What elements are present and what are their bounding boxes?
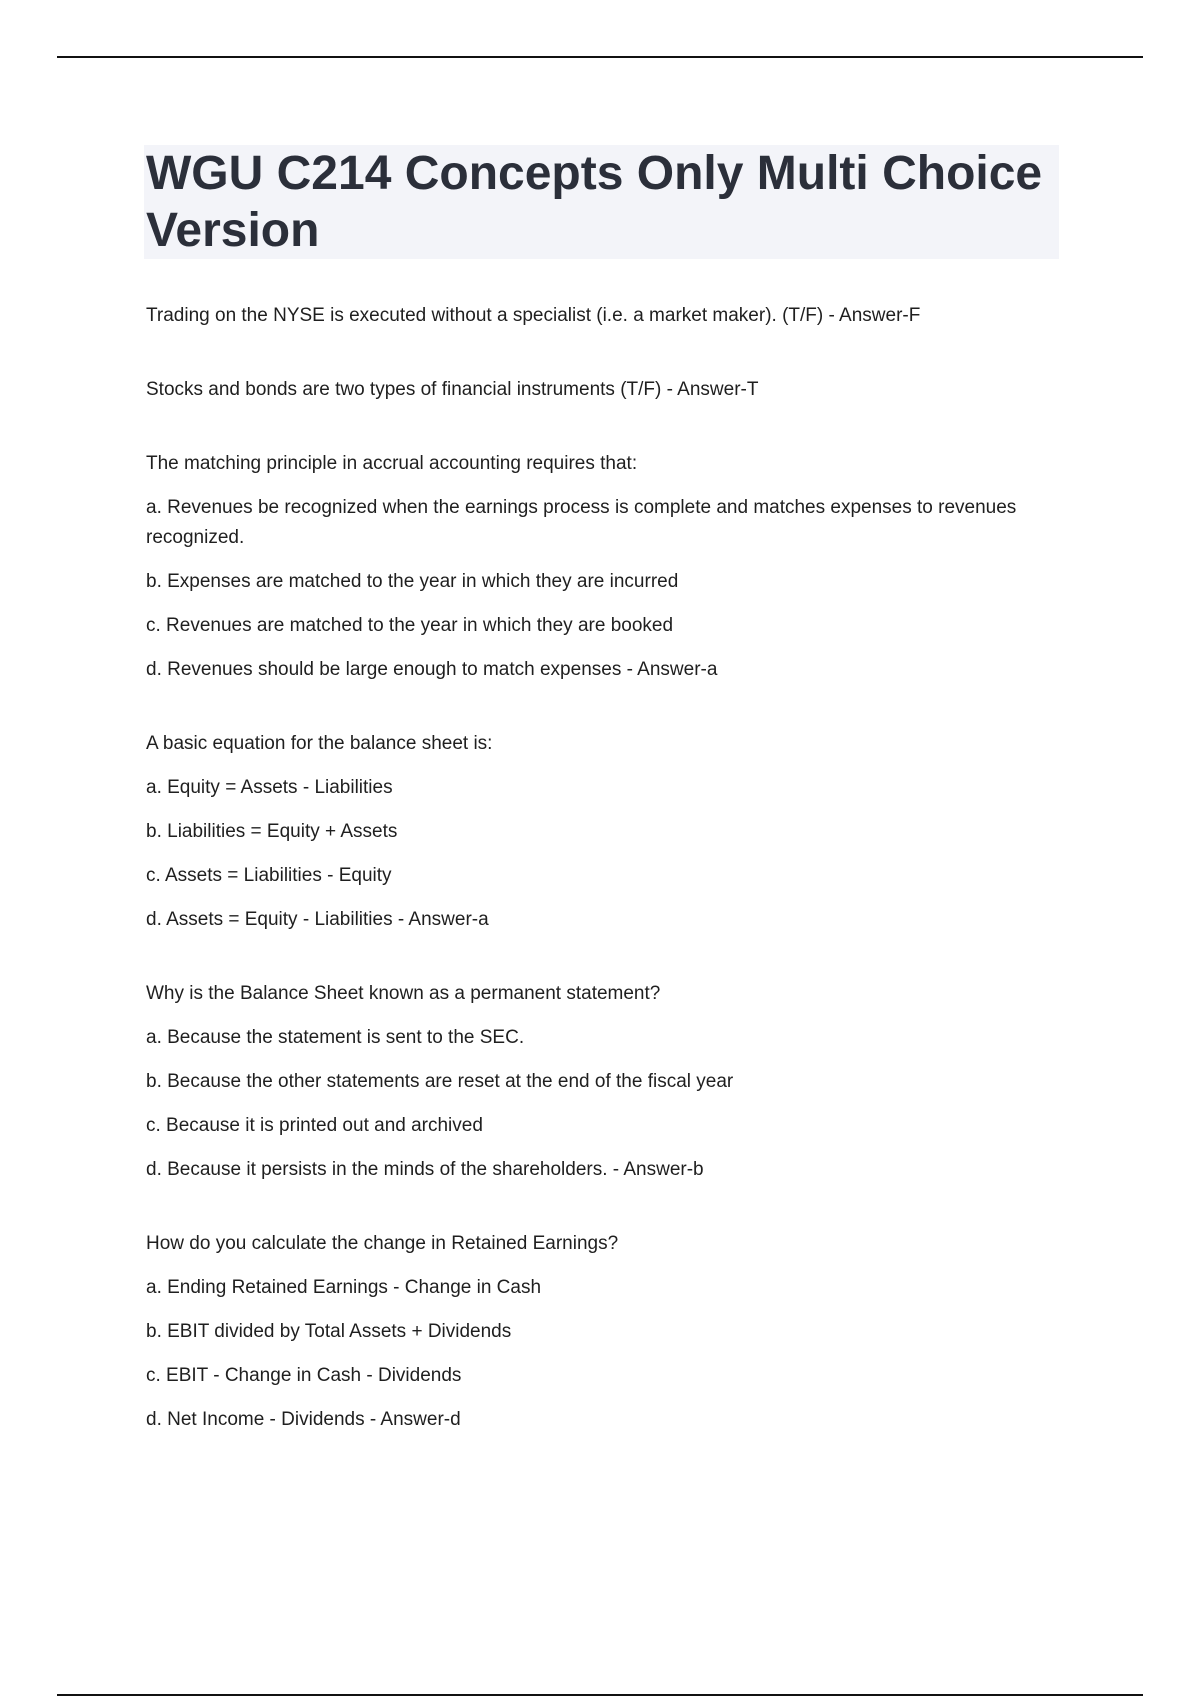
question-5 bbox=[146, 979, 1059, 1185]
option-a: a. Revenues be recognized when the earnings process is complete and matches expenses to revenues recognized. bbox=[146, 497, 1017, 548]
option-d-answer: d. Net Income - Dividends - Answer-d bbox=[146, 1409, 461, 1430]
document-body bbox=[144, 145, 1059, 1479]
title-banner bbox=[144, 145, 1059, 259]
bottom-divider bbox=[57, 1694, 1143, 1696]
document-title: WGU C214 Concepts Only Multi Choice Version bbox=[146, 147, 1043, 257]
question-text: Trading on the NYSE is executed without a specialist (i.e. a market maker). (T/F) - Answer-F bbox=[146, 305, 921, 326]
option-a: a. Equity = Assets - Liabilities bbox=[146, 777, 393, 798]
question-3 bbox=[146, 449, 1059, 685]
question-1 bbox=[146, 301, 1059, 331]
question-text: The matching principle in accrual accounting requires that: bbox=[146, 453, 638, 474]
question-text: Why is the Balance Sheet known as a permanent statement? bbox=[146, 983, 661, 1004]
option-b: b. Liabilities = Equity + Assets bbox=[146, 821, 398, 842]
option-b: b. Because the other statements are reset at the end of the fiscal year bbox=[146, 1071, 734, 1092]
option-b: b. Expenses are matched to the year in which they are incurred bbox=[146, 571, 679, 592]
option-b: b. EBIT divided by Total Assets + Dividends bbox=[146, 1321, 512, 1342]
option-d-answer: d. Assets = Equity - Liabilities - Answer-a bbox=[146, 909, 489, 930]
question-2 bbox=[146, 375, 1059, 405]
option-d-answer: d. Revenues should be large enough to match expenses - Answer-a bbox=[146, 659, 718, 680]
question-text: A basic equation for the balance sheet is: bbox=[146, 733, 493, 754]
option-a: a. Because the statement is sent to the SEC. bbox=[146, 1027, 525, 1048]
option-c: c. EBIT - Change in Cash - Dividends bbox=[146, 1365, 462, 1386]
option-d-answer: d. Because it persists in the minds of the shareholders. - Answer-b bbox=[146, 1159, 704, 1180]
question-text: How do you calculate the change in Retained Earnings? bbox=[146, 1233, 619, 1254]
question-text: Stocks and bonds are two types of financial instruments (T/F) - Answer-T bbox=[146, 379, 759, 400]
option-c: c. Revenues are matched to the year in which they are booked bbox=[146, 615, 674, 636]
option-a: a. Ending Retained Earnings - Change in Cash bbox=[146, 1277, 542, 1298]
question-4 bbox=[146, 729, 1059, 935]
option-c: c. Assets = Liabilities - Equity bbox=[146, 865, 392, 886]
question-6 bbox=[146, 1229, 1059, 1435]
option-c: c. Because it is printed out and archived bbox=[146, 1115, 483, 1136]
top-divider bbox=[57, 56, 1143, 58]
